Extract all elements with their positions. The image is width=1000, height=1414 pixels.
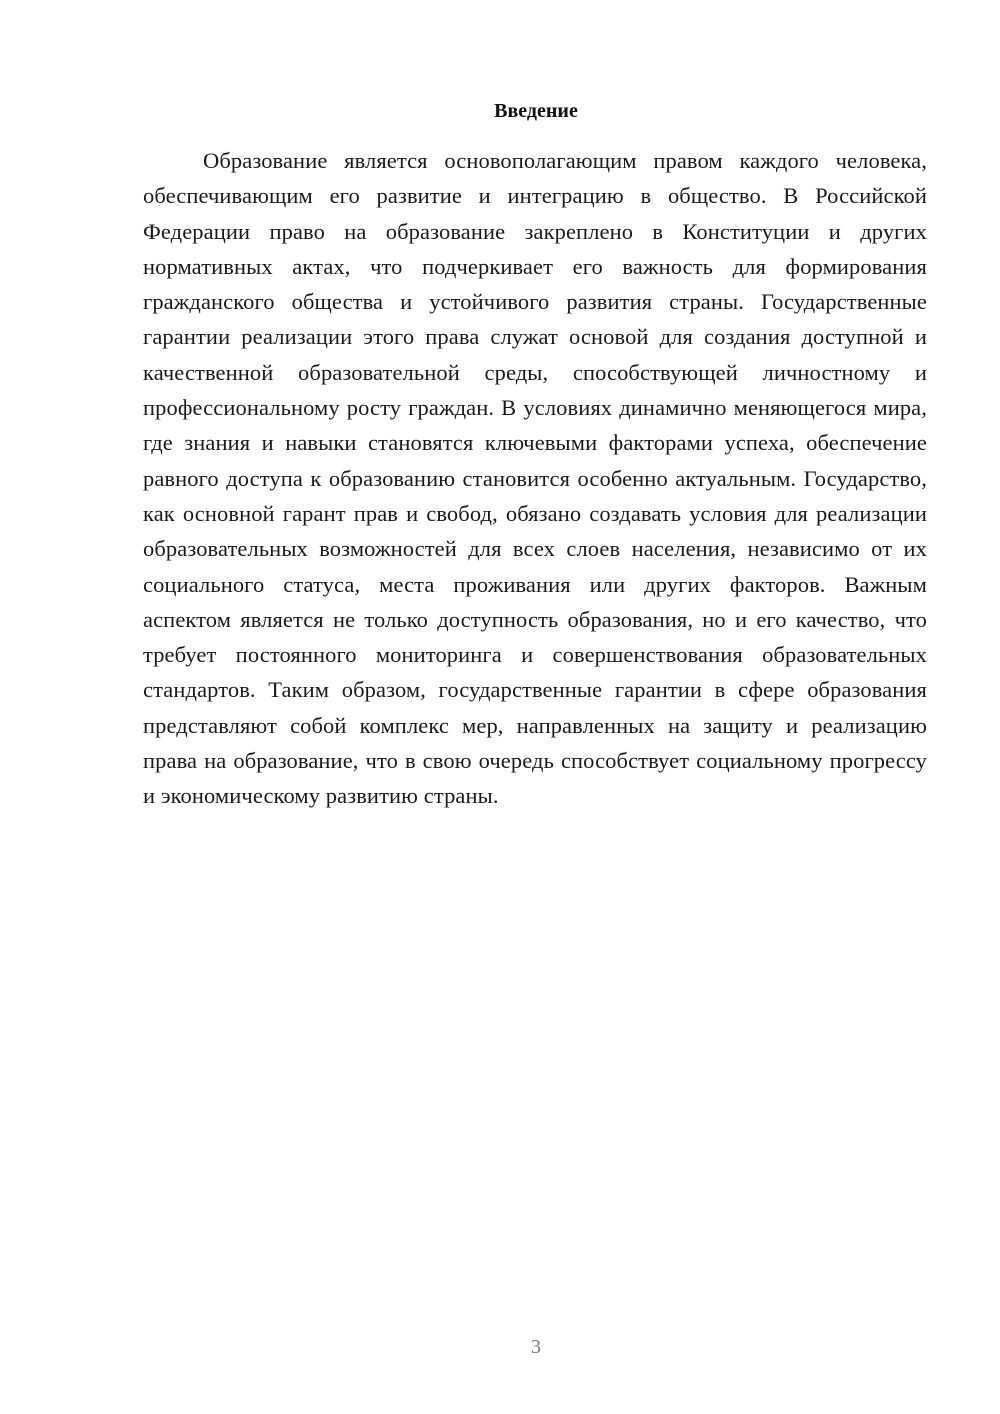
- body-paragraph: Образование является основополагающим правом каждого человека, обеспечивающим его развитие и интеграцию в общество. В Российской Федерации право на образование закреплено в Конституции и других нормативных актах, что подчеркивает его важность для формирования гражданского общества и устойчивого развития страны. Государственные гарантии реализации этого права служат основой для создания доступной и качественной образовательной среды, способствующей личностному и профессиональному росту граждан. В условиях динамично меняющегося мира, где знания и навыки становятся ключевыми факторами успеха, обеспечение равного доступа к образованию становится особенно актуальным. Государство, как основной гарант прав и свобод, обязано создавать условия для реализации образовательных возможностей для всех слоев населения, независимо от их социального статуса, места проживания или других факторов. Важным аспектом является не только доступность образования, но и его качество, что требует постоянного мониторинга и совершенствования образовательных стандартов. Таким образом, государственные гарантии в сфере образования представляют собой комплекс мер, направленных на защиту и реализацию права на образование, что в свою очередь способствует социальному прогрессу и экономическому развитию страны.: [143, 148, 927, 809]
- section-heading: Введение: [494, 100, 578, 122]
- page-number: 3: [531, 1336, 541, 1358]
